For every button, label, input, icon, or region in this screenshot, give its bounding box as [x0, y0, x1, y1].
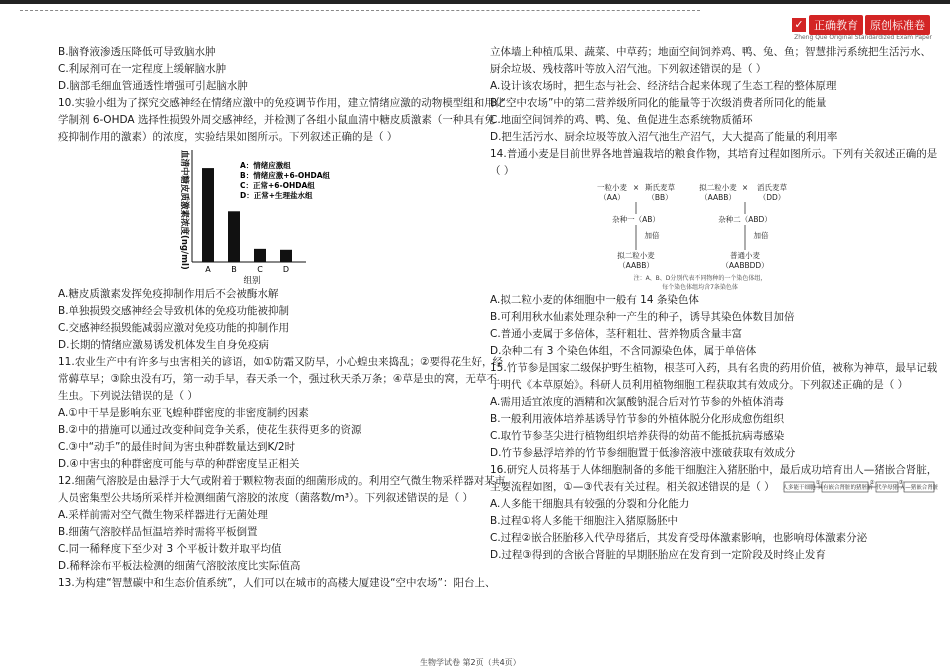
parent-emmer-genome: （AABB）: [700, 193, 736, 202]
option-line: B.②中的措施可以通过改变种间竞争关系，使花生获得更多的资源: [58, 424, 362, 436]
question-11: [58, 354, 504, 473]
option-line: A.人多能干细胞具有较强的分裂和分化能力: [490, 498, 690, 510]
cross-symbol: ×: [741, 183, 749, 192]
option-line: D.稀释涂布平板法检测的细菌气溶胶浓度比实际值高: [58, 560, 301, 572]
flow-step-1: 人多能干细胞: [782, 485, 816, 491]
question-15: [490, 360, 938, 462]
bar-chart-svg: [168, 146, 418, 286]
option-line: A.需用适宜浓度的酒精和次氯酸钠混合后对竹节参的外植体消毒: [490, 396, 784, 408]
option-line: D.长期的情绪应激易诱发机体发生自身免疫病: [58, 339, 269, 351]
bar-A: [202, 168, 214, 262]
stem-text: 主要流程如图，①—③代表有关过程。相关叙述错误的是（ ）: [490, 481, 775, 493]
stem-line: [490, 479, 939, 496]
legend-entry: C：正常+6-OHDA组: [240, 181, 315, 190]
logo-tag: 原创标准卷: [865, 15, 930, 35]
diagram-note: 每个染色体组均含7条染色体: [662, 284, 738, 291]
y-axis-label: 血清中糖皮质激素浓度(ng/ml): [179, 150, 189, 270]
bar-D: [280, 250, 292, 262]
question-13-cont: [490, 44, 931, 146]
option-line: C.③中“动手”的最佳时间为害虫种群数量达到K/2时: [58, 441, 296, 453]
parent-einkorn-genome: （AA）: [599, 193, 625, 202]
stem-line: 疫抑制作用的激素）的浓度，实验结果如图所示。下列叙述正确的是（ ）: [58, 131, 398, 143]
option-line: B.单独损毁交感神经会导致机体的免疫功能被抑制: [58, 305, 290, 317]
emmer-genome: （AABB）: [618, 261, 654, 270]
left-column: [58, 44, 506, 592]
hybrid-one: 杂种一（AB）: [612, 215, 660, 224]
wheat-breeding-diagram: [490, 180, 895, 292]
bar-B: [228, 211, 240, 262]
option-line: D.杂种二有 3 个染色体组，不含同源染色体，属于单倍体: [490, 345, 757, 357]
parent-emmer: 拟二粒小麦: [699, 183, 737, 192]
parent-tauschii: 滔氏麦草: [757, 183, 787, 192]
option-line: B.细菌气溶胶样品恒温培养时需将平板倒置: [58, 526, 258, 538]
flow-mark-3: ③: [898, 480, 904, 486]
stem-line: 11.农业生产中有许多与虫害相关的谚语，如①防霜又防旱，小心蝗虫来捣乱；②要得花生好，经: [58, 356, 504, 368]
chimera-flow-diagram: [782, 480, 939, 494]
stem-line: （ ）: [490, 165, 515, 177]
flow-step-4: 人—猪嵌合肾脏: [899, 485, 939, 491]
stem-line: 立体墙上种植瓜果、蔬菜、中草药；地面空间饲养鸡、鸭、兔、鱼；智慧排污系统把生活污水、: [490, 46, 931, 58]
option-line: C.同一稀释度下至少对 3 个平板计数并取平均值: [58, 543, 282, 555]
x-axis-label: 组别: [243, 276, 261, 286]
x-tick-label: D: [282, 265, 290, 274]
legend-entry: B：情绪应激+6-OHDA组: [240, 171, 331, 180]
parent-speltoides: 斯氏麦草: [645, 183, 675, 192]
stem-line: 常薅草早；③除虫没有巧，第一动手早，春天杀一个，强过秋天杀万条；④草是虫的窝，无草不: [58, 373, 497, 385]
stem-line: 16.研究人员将基于人体细胞制备的多能干细胞注入猪胚胎中，最后成功培育出人—猪嵌合肾脏，: [490, 464, 938, 476]
option-line: B.“空中农场”中的第二营养级所同化的能量等于次级消费者所同化的能量: [490, 97, 827, 109]
stem-line: 15.竹节参是国家二级保护野生植物，根茎可入药，具有名贵的药用价值，被称为神草，最早记载: [490, 362, 938, 374]
option-line: C.过程②嵌合胚胎移入代孕母猪后，其发育受母体激素影响，也影响母体激素分泌: [490, 532, 868, 544]
option-line: D.竹节参悬浮培养的竹节参细胞置于低渗溶液中涨破获取有效成分: [490, 447, 796, 459]
x-tick-label: A: [205, 265, 211, 274]
hybrid-two: 杂种二（ABD）: [718, 215, 772, 224]
stem-line: 生虫。下列说法错误的是（ ）: [58, 390, 198, 402]
legend-entry: A：情绪应激组: [240, 161, 291, 170]
right-column: [490, 44, 939, 564]
checkmark-icon: ✓: [792, 18, 806, 32]
parent-speltoides-genome: （BB）: [647, 193, 673, 202]
stem-line: 于明代《本草原始》。科研人员利用植物细胞工程获取其有效成分。下列叙述正确的是（ ）: [490, 379, 909, 391]
option-line: A.设计该农场时，把生态与社会、经济结合起来体现了生态工程的整体原理: [490, 80, 837, 92]
x-tick-label: B: [231, 265, 237, 274]
option-line: C.利尿剂可在一定程度上缓解脑水肿: [58, 63, 227, 75]
option-line: C.取竹节参茎尖进行植物组织培养获得的幼苗不能抵抗病毒感染: [490, 430, 785, 442]
bar-chart: [58, 146, 463, 286]
flow-mark-2: ②: [869, 480, 875, 486]
option-line: B.过程①将人多能干细胞注入猪原肠胚中: [490, 515, 678, 527]
option-line: D.④中害虫的种群密度可能与草的种群密度呈正相关: [58, 458, 300, 470]
flow-step-3: 代孕母猪: [876, 485, 899, 491]
stem-line: 12.细菌气溶胶是由悬浮于大气或附着于颗粒物表面的细菌形成的。利用空气微生物采样器对某市: [58, 475, 506, 487]
top-rule: [20, 10, 700, 11]
question-16: [490, 462, 939, 564]
option-line: C.交感神经损毁能减弱应激对免疫功能的抑制作用: [58, 322, 290, 334]
cross-symbol: ×: [632, 183, 640, 192]
emmer-wheat: 拟二粒小麦: [617, 251, 655, 260]
option-line: B.脑脊液渗透压降低可导致脑水肿: [58, 46, 216, 58]
option-line: C.地面空间饲养的鸡、鸭、兔、鱼促进生态系统物质循环: [490, 114, 753, 126]
option-line: A.拟二粒小麦的体细胞中一般有 14 条染色体: [490, 294, 699, 306]
option-line: D.把生活污水、厨余垃圾等放入沼气池生产沼气，大大提高了能量的利用率: [490, 131, 838, 143]
page-footer: 生物学试卷 第2页（共4页）: [420, 658, 521, 667]
x-tick-label: C: [257, 265, 263, 274]
flow-step-2: 具有嵌合肾脏的猪胚胎: [817, 485, 873, 491]
question-14: [490, 146, 938, 360]
option-line: A.采样前需对空气微生物采样器进行无菌处理: [58, 509, 268, 521]
stem-line: 厨余垃圾、残枝落叶等放入沼气池。下列叙述错误的是（ ）: [490, 63, 767, 75]
q9-tail: [58, 44, 463, 95]
option-line: B.可利用秋水仙素处理杂种一产生的种子，诱导其染色体数目加倍: [490, 311, 795, 323]
option-line: D.脑部毛细血管通透性增强可引起脑水肿: [58, 80, 248, 92]
stem-line: 13.为构建“智慧碳中和生态价值系统”，人们可以在城市的高楼大厦建设“空中农场”：阳台上、: [58, 577, 496, 589]
stem-line: 人员密集型公共场所采样并检测细菌气溶胶的浓度（菌落数/m³）。下列叙述错误的是（ ）: [58, 492, 474, 504]
wheat-diagram-svg: [590, 180, 810, 292]
parent-tauschii-genome: （DD）: [758, 193, 786, 202]
logo-subtitle: Zheng Que Original Standardized Exam Paper: [794, 34, 932, 41]
stem-line: 14.普通小麦是目前世界各地普遍栽培的粮食作物，其培育过程如图所示。下列有关叙述正确的是: [490, 148, 938, 160]
bar-C: [254, 249, 266, 262]
question-13-start: [58, 575, 496, 592]
option-line: B.一般利用液体培养基诱导竹节参的外植体脱分化形成愈伤组织: [490, 413, 785, 425]
question-12: [58, 473, 506, 575]
question-10: [58, 95, 506, 354]
flow-mark-1: ①: [815, 480, 821, 486]
stem-line: 10.实验小组为了探究交感神经在情绪应激中的免疫调节作用，建立情绪应激的动物模型组和用化: [58, 97, 506, 109]
diagram-note: 注：A、B、D分别代表不同物种的一个染色体组，: [633, 275, 767, 282]
common-wheat-genome: （AABBDD）: [721, 261, 769, 270]
option-line: A.糖皮质激素发挥免疫抑制作用后不会被酶水解: [58, 288, 279, 300]
logo-name: 正确教育: [809, 15, 863, 35]
option-line: A.①中干旱是影响东亚飞蝗种群密度的非密度制约因素: [58, 407, 309, 419]
doubling-label: 加倍: [753, 231, 769, 240]
doubling-label: 加倍: [644, 231, 660, 240]
option-line: D.过程③得到的含嵌合肾脏的早期胚胎应在发育到一定阶段及时终止发育: [490, 549, 826, 561]
legend-entry: D：正常+生理盐水组: [240, 191, 313, 200]
common-wheat: 普通小麦: [730, 251, 760, 260]
parent-einkorn: 一粒小麦: [597, 183, 627, 192]
stem-line: 学制剂 6-OHDA 选择性损毁外周交感神经，并检测了各组小鼠血清中糖皮质激素（一种具有免: [58, 114, 495, 126]
option-line: C.普通小麦属于多倍体，茎秆粗壮、营养物质含量丰富: [490, 328, 743, 340]
